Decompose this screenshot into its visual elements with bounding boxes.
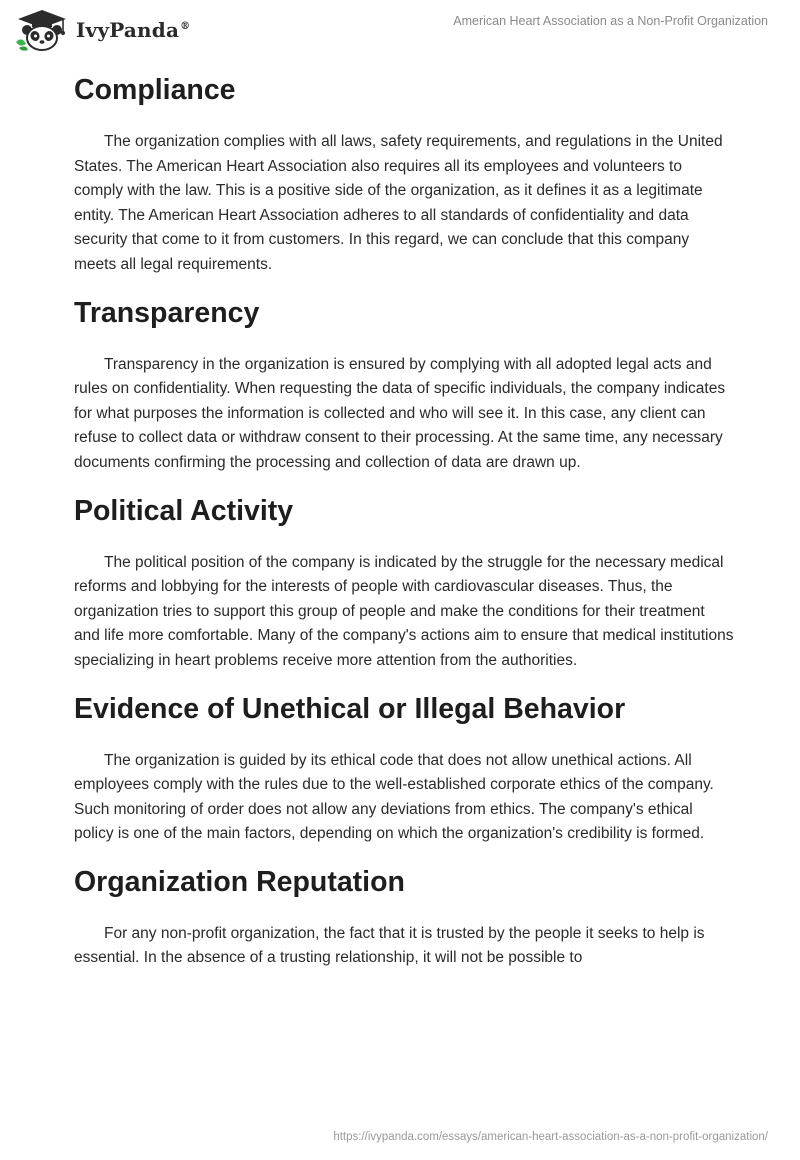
running-title: American Heart Association as a Non-Profit Organization	[453, 14, 768, 28]
section-organization-reputation	[74, 862, 734, 971]
panda-graduate-icon	[14, 8, 70, 52]
ivypanda-logo[interactable]	[14, 8, 190, 52]
page-header	[0, 0, 800, 60]
logo-wordmark	[76, 18, 190, 42]
section-heading: Transparency	[74, 296, 260, 329]
section-political-activity	[74, 491, 734, 674]
essay-content	[74, 70, 734, 986]
section-paragraph: The organization is guided by its ethical code that does not allow unethical actions. All employees comply with the rules due to the well-established corporate ethics of the company. Such monitoring of order does not allow any deviations from ethics. The company's ethical policy is one of the main factors, depending on which the organization's credibility is formed.	[74, 751, 714, 843]
section-paragraph: The political position of the company is indicated by the struggle for the necessary medical reforms and lobbying for the interests of people with cardiovascular diseases. Thus, the organization tries to support this group of people and make the conditions for their treatment and life more comfortable. Many of the company's actions aim to ensure that medical institutions specializing in heart problems receive more attention from the authorities.	[74, 553, 734, 669]
section-heading: Compliance	[74, 74, 236, 106]
section-paragraph: The organization complies with all laws, safety requirements, and regulations in the United States. The American Heart Association also requires all its employees and volunteers to comply with the law. This is a positive side of the organization, as it defines it as a legitimate entity. The American Heart Association adheres to all standards of confidentiality and data security that come to it from customers. In this regard, we can conclude that this company meets all legal requirements.	[74, 133, 723, 273]
registered-mark: ®	[180, 21, 191, 33]
section-heading: Organization Reputation	[74, 865, 405, 898]
section-compliance	[74, 70, 734, 278]
section-paragraph: Transparency in the organization is ensured by complying with all adopted legal acts and rules on confidentiality. When requesting the data of specific individuals, the company indicates for what purposes the information is collected and who will see it. In this case, any client can refuse to collect data or withdraw consent to their processing. At the same time, any necessary documents confirming the processing and collection of data are drawn up.	[74, 355, 726, 471]
section-heading: Political Activity	[74, 494, 294, 527]
source-url-link[interactable]: https://ivypanda.com/essays/american-heart-association-as-a-non-profit-organization/	[333, 1131, 768, 1143]
section-paragraph: For any non-profit organization, the fact that it is trusted by the people it seeks to help is essential. In the absence of a trusting relationship, it will not be possible to	[74, 924, 705, 967]
section-heading: Evidence of Unethical or Illegal Behavior	[74, 692, 626, 725]
section-unethical-behavior	[74, 689, 734, 847]
logo-name: IvyPanda	[76, 18, 180, 42]
section-transparency	[74, 293, 734, 476]
